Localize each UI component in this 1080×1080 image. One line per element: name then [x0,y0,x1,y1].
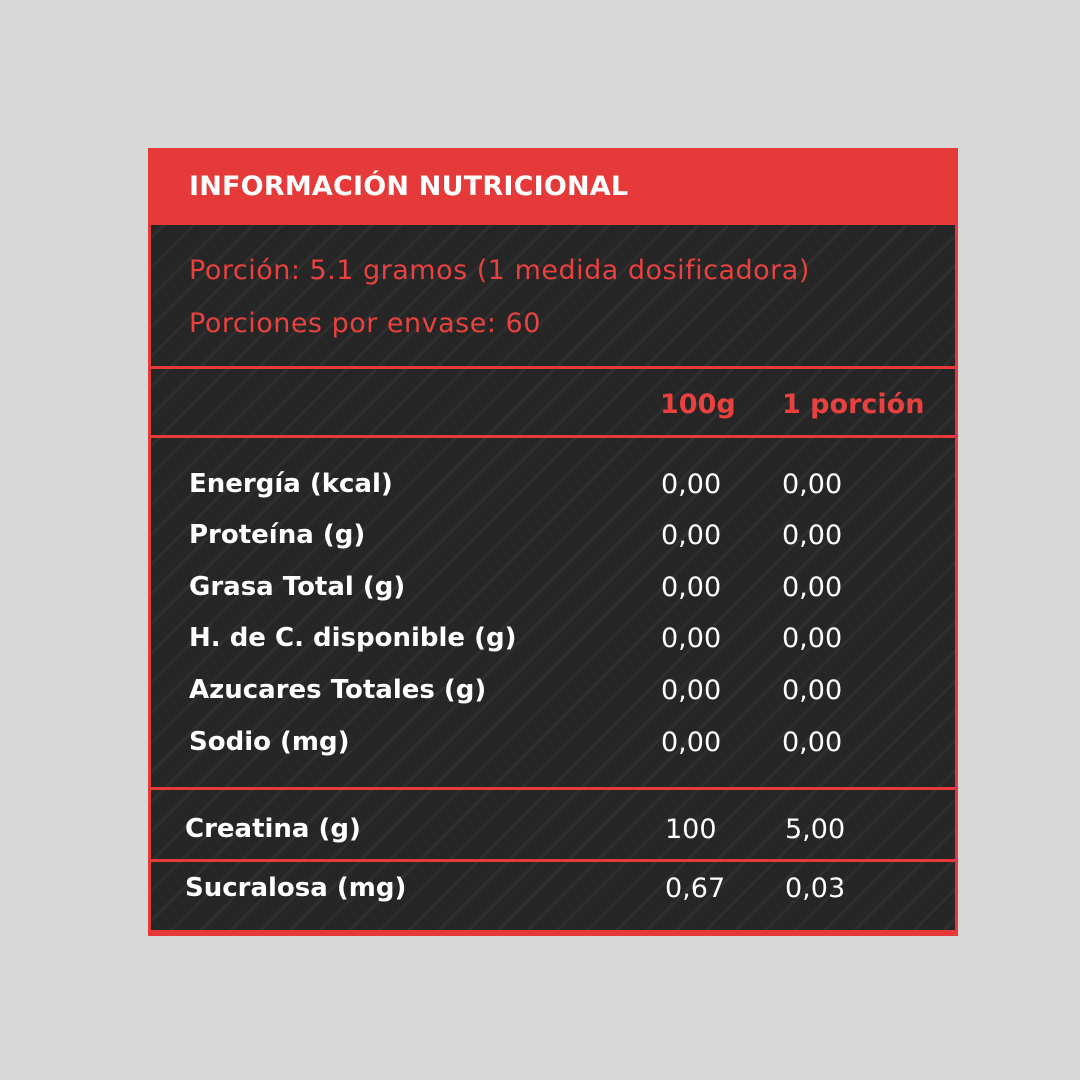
value-per-100g: 0,00 [661,727,722,758]
nutrient-label: Azucares Totales (g) [189,675,487,705]
panel-title: INFORMACIÓN NUTRICIONAL [189,171,629,202]
table-row [151,520,955,560]
value-per-100g: 0,00 [661,469,722,500]
nutrient-label: Creatina (g) [185,814,361,844]
nutrition-panel [148,148,958,936]
value-per-100g: 0,00 [661,572,722,603]
table-row [151,727,955,767]
table-row [151,814,955,854]
divider [151,366,955,369]
table-row [151,572,955,612]
nutrient-label: Sucralosa (mg) [185,873,407,903]
nutrient-label: Energía (kcal) [189,469,393,499]
value-per-portion: 0,00 [782,727,843,758]
nutrient-label: Grasa Total (g) [189,572,406,602]
column-header-portion: 1 porción [782,389,925,420]
value-per-100g: 0,67 [665,873,726,904]
value-per-portion: 0,00 [782,675,843,706]
column-header-100g: 100g [660,389,736,420]
value-per-portion: 0,00 [782,572,843,603]
nutrient-label: H. de C. disponible (g) [189,623,517,653]
value-per-100g: 0,00 [661,520,722,551]
value-per-portion: 0,00 [782,623,843,654]
value-per-portion: 0,00 [782,520,843,551]
value-per-100g: 0,00 [661,623,722,654]
serving-size: Porción: 5.1 gramos (1 medida dosificadora) [189,255,810,286]
value-per-100g: 0,00 [661,675,722,706]
table-row [151,873,955,913]
nutrient-label: Sodio (mg) [189,727,350,757]
table-row [151,469,955,509]
value-per-portion: 0,00 [782,469,843,500]
table-row [151,675,955,715]
divider [151,930,955,933]
nutrient-label: Proteína (g) [189,520,366,550]
value-per-portion: 0,03 [785,873,846,904]
value-per-portion: 5,00 [785,814,846,845]
value-per-100g: 100 [665,814,717,845]
divider [151,859,955,862]
divider [151,435,955,438]
servings-per-container: Porciones por envase: 60 [189,308,541,339]
panel-header [151,151,955,225]
divider [151,787,955,790]
table-row [151,623,955,663]
